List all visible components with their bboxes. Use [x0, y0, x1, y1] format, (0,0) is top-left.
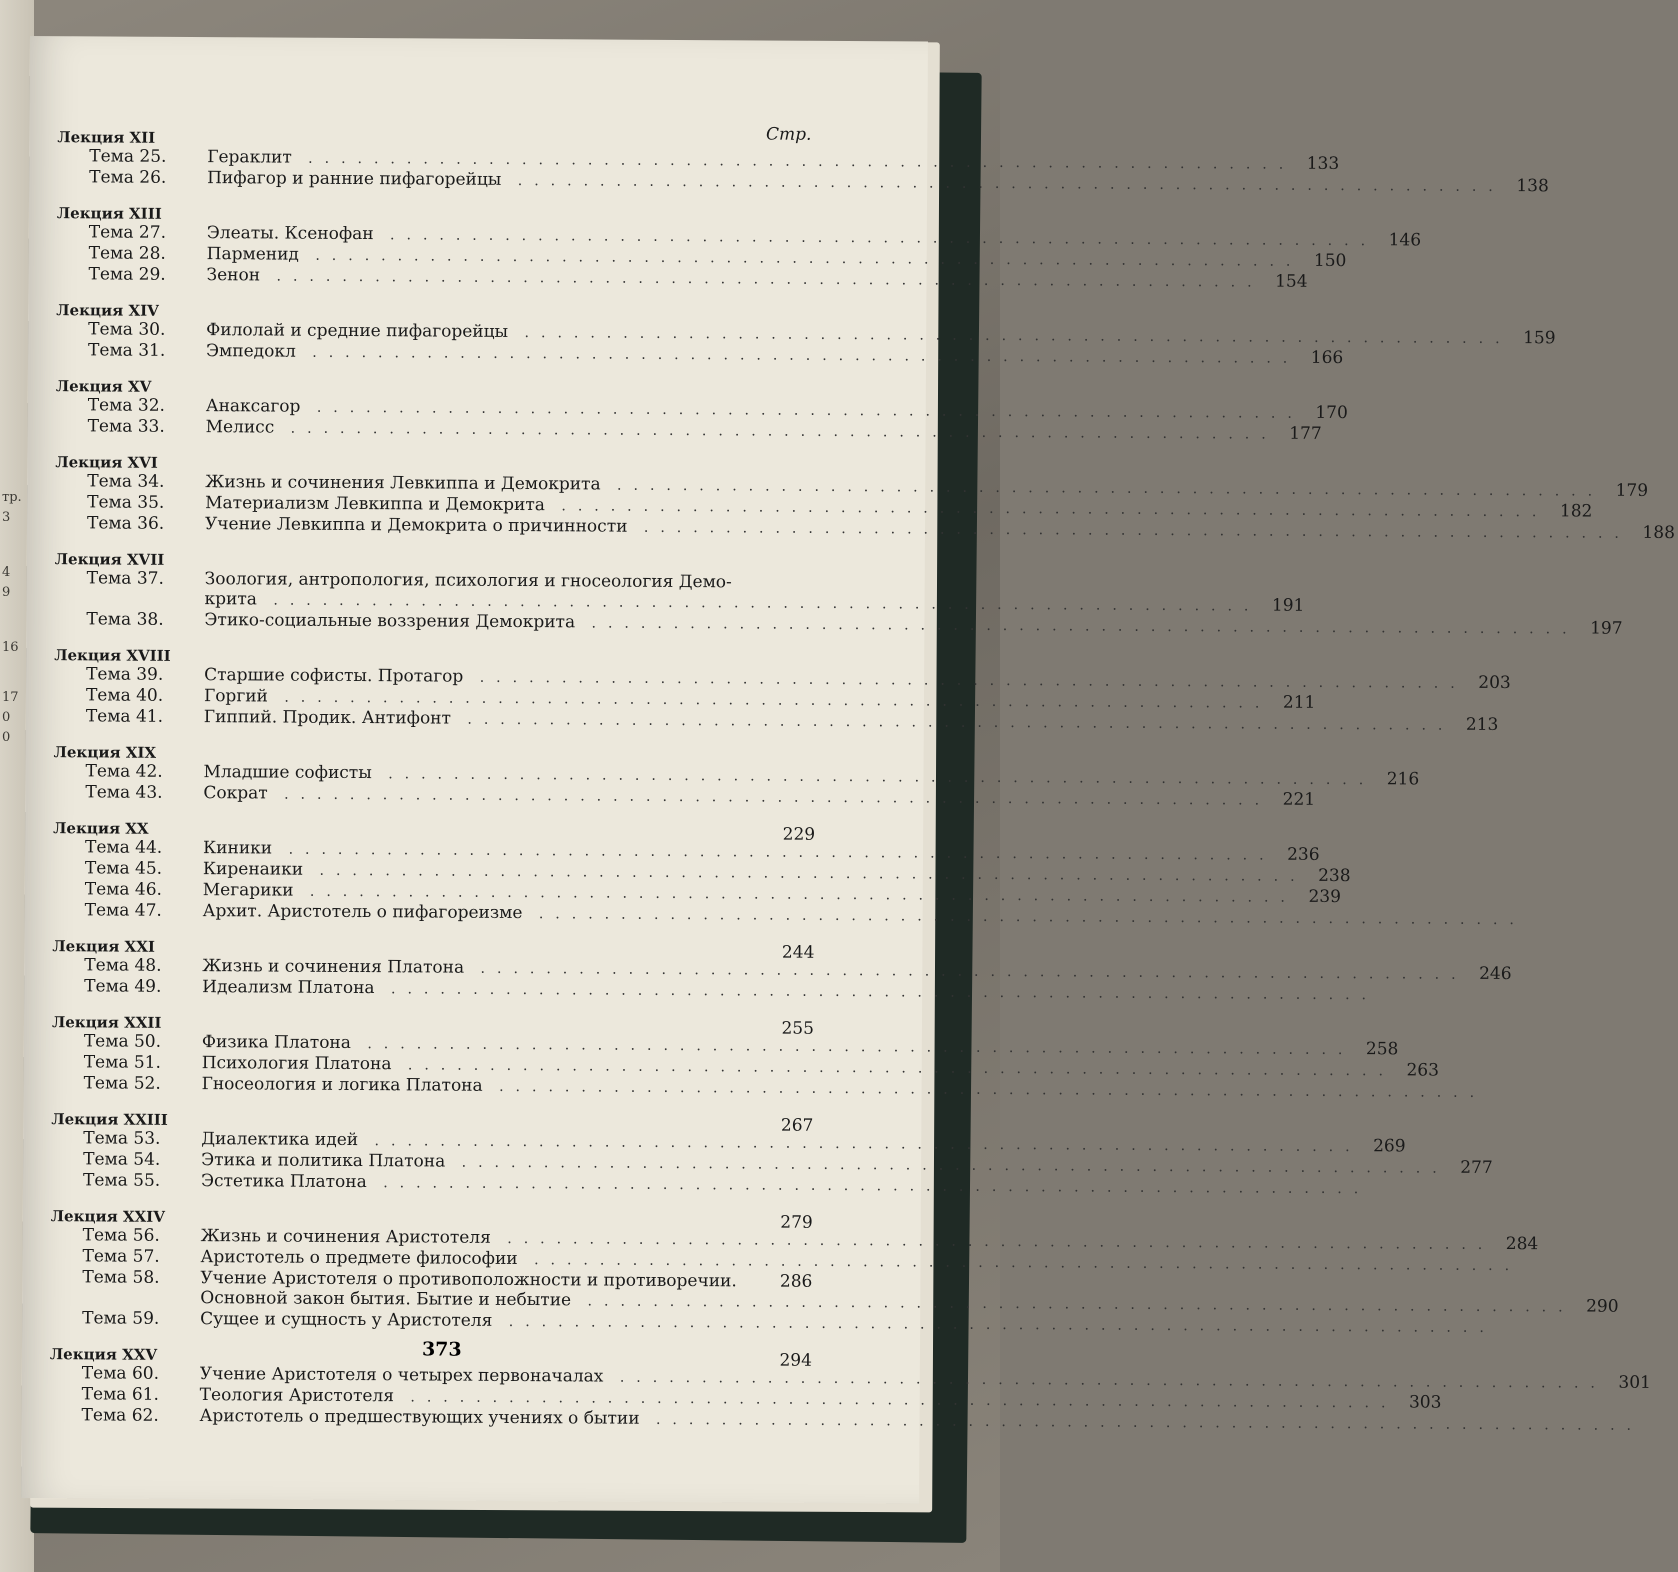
- topic-title-text: Аристотель о предшествующих учениях о бытии: [199, 1406, 640, 1429]
- leader-dots: ............................................................: [272, 841, 1276, 864]
- topic-title-text: Элеаты. Ксенофан: [206, 223, 374, 245]
- leader-dots: ............................................................: [350, 1035, 1355, 1059]
- leader-dots: ............................................................: [267, 786, 1272, 809]
- toc-entry: [54, 609, 1623, 639]
- leader-dots: ............................................................: [575, 615, 1579, 638]
- page-number: 373: [421, 1338, 462, 1361]
- topic-page-number: 263: [1406, 1060, 1440, 1081]
- toc-entry: [53, 900, 1526, 929]
- topic-number: Тема 28.: [88, 243, 166, 264]
- topic-page-number: 188: [1642, 522, 1675, 544]
- topic-number: Тема 56.: [82, 1225, 160, 1246]
- topic-title-text: Филолай и средние пифагорейцы: [206, 320, 509, 342]
- lecture-title-text: Лекция XX: [53, 819, 149, 838]
- lecture-title-text: Лекция XVIII: [54, 646, 171, 665]
- facing-page-margin-text: 17: [2, 690, 19, 705]
- topic-number: Тема 40.: [85, 685, 164, 706]
- topic-title-text: Анаксагор: [205, 396, 301, 417]
- facing-page-margin-text: 16: [2, 640, 19, 655]
- topic-title-text: Учение Левкиппа и Демокрита о причинности: [204, 514, 628, 537]
- lecture-page-number: 229: [782, 824, 816, 845]
- topic-page-number: 154: [1275, 271, 1308, 292]
- lecture-block: [54, 550, 1623, 639]
- facing-page-margin-text: 0: [2, 710, 11, 725]
- topic-title-text: Горгий: [203, 686, 268, 707]
- facing-page-margin-text: 3: [2, 510, 11, 525]
- topic-number: Тема 50.: [83, 1031, 162, 1052]
- leader-dots: ............................................................: [256, 592, 1261, 615]
- leader-dots: ............................................................: [391, 1057, 1395, 1080]
- page-column-label: Стр.: [765, 124, 812, 145]
- topic-page-number: 301: [1618, 1372, 1651, 1393]
- leader-dots: ............................................................: [374, 981, 1379, 1004]
- toc-entry: [55, 513, 1675, 544]
- lecture-block: [51, 1013, 1487, 1101]
- topic-number: Тема 38.: [86, 609, 164, 630]
- lecture-block: [57, 128, 1549, 197]
- topic-page-number: 238: [1318, 865, 1351, 887]
- topic-number: Тема 53.: [83, 1128, 161, 1149]
- facing-page-margin-text: 0: [2, 730, 11, 745]
- leader-dots: ............................................................: [603, 1369, 1607, 1392]
- topic-number: Тема 46.: [84, 879, 163, 900]
- toc-entry: [52, 1073, 1487, 1101]
- topic-number: Тема 59.: [82, 1308, 160, 1329]
- topic-page-number: 246: [1479, 963, 1512, 985]
- topic-title-text: Аристотель о предмете философии: [200, 1247, 518, 1270]
- topic-number: Тема 52.: [83, 1073, 161, 1094]
- topic-title-text: Зенон: [206, 265, 261, 286]
- toc-entry: [50, 1308, 1496, 1336]
- topic-title-text: Учение Аристотеля о противоположности и противоречии.: [200, 1268, 737, 1292]
- topic-number: Тема 49.: [84, 976, 162, 997]
- topic-number: Тема 43.: [85, 782, 163, 803]
- toc-entry: [54, 706, 1499, 735]
- topic-page-number: 216: [1386, 769, 1420, 790]
- topic-page-number: 146: [1388, 230, 1422, 251]
- topic-number: Тема 54.: [83, 1149, 161, 1170]
- leader-dots: ............................................................: [298, 247, 1303, 270]
- topic-page-number: 258: [1365, 1039, 1399, 1060]
- topic-title-text: Архит. Аристотель о пифагореизме: [202, 901, 523, 924]
- topic-title-text: Киренаики: [202, 859, 304, 880]
- topic-title-text: Младшие софисты: [203, 762, 372, 784]
- topic-page-number: 182: [1559, 501, 1593, 522]
- leader-dots: ............................................................: [490, 1230, 1495, 1253]
- lecture-title-text: Лекция XXIII: [51, 1110, 168, 1129]
- leader-dots: ............................................................: [627, 519, 1631, 542]
- leader-dots: ............................................................: [445, 1154, 1449, 1177]
- topic-number: Тема 62.: [81, 1405, 159, 1426]
- topic-number: Тема 27.: [88, 222, 167, 243]
- topic-title-text: Теология Аристотеля: [199, 1385, 395, 1407]
- toc-entry: [52, 976, 1379, 1004]
- facing-page-margin-text: 9: [2, 585, 11, 600]
- topic-page-number: 211: [1282, 692, 1316, 713]
- lecture-page-number: 244: [781, 942, 815, 963]
- topic-title-continued-text: Основной закон бытия. Бытие и небытие: [200, 1288, 572, 1311]
- leader-dots: ............................................................: [501, 172, 1505, 196]
- topic-title-text: Сократ: [203, 783, 268, 804]
- topic-title-text: Диалектика идей: [201, 1129, 359, 1151]
- table-of-contents: [49, 120, 1675, 1447]
- toc-entry: [57, 167, 1549, 197]
- topic-title-text: Жизнь и сочинения Левкиппа и Демокрита: [205, 472, 601, 495]
- lecture-block: [55, 377, 1348, 444]
- leader-dots: ............................................................: [295, 344, 1300, 367]
- topic-title-text: Киники: [202, 838, 273, 859]
- leader-dots: ............................................................: [366, 1175, 1371, 1198]
- leader-dots: ............................................................: [300, 399, 1304, 422]
- topic-title-text: Идеализм Платона: [202, 977, 375, 999]
- topic-number: Тема 33.: [87, 416, 165, 437]
- lecture-block: [54, 646, 1511, 735]
- topic-number: Тема 55.: [82, 1170, 161, 1191]
- topic-title-text: Гносеология и логика Платона: [201, 1074, 483, 1096]
- topic-title-text: Жизнь и сочинения Аристотеля: [200, 1226, 491, 1248]
- leader-dots: ............................................................: [482, 1078, 1487, 1101]
- lecture-block: [51, 1110, 1493, 1198]
- leader-dots: ............................................................: [492, 1313, 1496, 1336]
- leader-dots: ............................................................: [463, 669, 1467, 692]
- toc-entry: [53, 782, 1316, 810]
- toc-entry: [50, 1405, 1644, 1434]
- topic-number: Тема 41.: [85, 706, 164, 727]
- lecture-title-text: Лекция XXIV: [50, 1207, 165, 1226]
- lecture-title-text: Лекция XIV: [56, 301, 159, 320]
- leader-dots: ............................................................: [373, 227, 1378, 250]
- leader-dots: ............................................................: [267, 689, 1272, 712]
- topic-number: Тема 35.: [87, 492, 165, 513]
- topic-page-number: 179: [1615, 480, 1649, 501]
- topic-title-text: Мегарики: [202, 880, 294, 901]
- lecture-title-text: Лекция XIII: [56, 204, 162, 223]
- toc-entry: [56, 264, 1308, 292]
- lecture-title-text: Лекция XXV: [49, 1345, 158, 1364]
- topic-page-number: 177: [1289, 423, 1322, 444]
- lecture-block: [52, 937, 1512, 1004]
- topic-title-text: Мелисс: [205, 417, 275, 438]
- topic-number: Тема 42.: [85, 761, 163, 782]
- leader-dots: ............................................................: [291, 150, 1296, 173]
- topic-title-text: Эстетика Платона: [200, 1171, 367, 1193]
- topic-page-number: 150: [1313, 250, 1347, 272]
- lecture-title-text: Лекция XVI: [55, 453, 158, 472]
- topic-title: [205, 569, 773, 592]
- toc-entry: [56, 340, 1344, 369]
- topic-title-text: Эмпедокл: [206, 341, 296, 362]
- topic-title-text: Учение Аристотеля о четырех первоначалах: [199, 1364, 604, 1387]
- leader-dots: ............................................................: [293, 883, 1297, 906]
- topic-page-number: 221: [1282, 789, 1316, 810]
- topic-page-number: 159: [1523, 328, 1556, 349]
- topic-number: Тема 31.: [88, 340, 166, 361]
- topic-title-text: Гераклит: [207, 147, 292, 168]
- topic-number: Тема 61.: [81, 1384, 159, 1405]
- leader-dots: ............................................................: [393, 1389, 1398, 1412]
- topic-page-number: 269: [1373, 1136, 1406, 1157]
- lecture-page-number: 279: [780, 1212, 813, 1233]
- topic-page-number: 239: [1308, 886, 1341, 908]
- lecture-title-text: Лекция XXI: [52, 937, 155, 956]
- lecture-title-text: Лекция XXII: [51, 1013, 162, 1032]
- topic-number: Тема 37.: [86, 568, 164, 589]
- topic-number: Тема 48.: [84, 955, 162, 976]
- topic-title-text: Жизнь и сочинения Платона: [202, 956, 465, 978]
- lecture-block: [56, 204, 1422, 292]
- topic-page-number: 236: [1287, 844, 1320, 865]
- topic-page-number: 133: [1306, 153, 1340, 174]
- topic-number: Тема 58.: [82, 1267, 160, 1288]
- leader-dots: ............................................................: [260, 268, 1264, 291]
- topic-title-text: Пифагор и ранние пифагорейцы: [207, 168, 502, 190]
- topic-title-text: Гиппий. Продик. Антифонт: [203, 707, 452, 729]
- topic-title-continued-text: крита: [204, 589, 258, 610]
- leader-dots: ............................................................: [571, 1293, 1575, 1316]
- lecture-title-text: Лекция XVII: [54, 550, 165, 569]
- lecture-title-text: Лекция XV: [55, 377, 152, 396]
- topic-page-number: 191: [1271, 595, 1305, 616]
- facing-page-margin-text: 4: [2, 565, 11, 580]
- topic-number: Тема 25.: [89, 146, 167, 167]
- topic-title-text: Парменид: [206, 244, 299, 265]
- topic-title-text: Этика и политика Платона: [201, 1150, 446, 1172]
- leader-dots: ............................................................: [371, 766, 1376, 789]
- book-page: [21, 36, 1675, 1503]
- leader-dots: ............................................................: [358, 1133, 1362, 1156]
- lecture-block: [50, 1207, 1619, 1336]
- leader-dots: ............................................................: [600, 477, 1605, 500]
- topic-page-number: 138: [1516, 176, 1549, 197]
- topic-number: Тема 60.: [81, 1363, 160, 1384]
- topic-title: [200, 1268, 768, 1291]
- lecture-block: [55, 453, 1675, 544]
- facing-page-margin-text: тр.: [2, 490, 22, 505]
- topic-number: Тема 47.: [84, 900, 162, 921]
- topic-page-number: 197: [1590, 618, 1623, 639]
- topic-page-number: 170: [1315, 402, 1348, 424]
- leader-dots: ............................................................: [450, 711, 1455, 734]
- leader-dots: ............................................................: [544, 498, 1549, 521]
- toc-entry: [56, 416, 1322, 444]
- toc-entry: [51, 1170, 1371, 1198]
- leader-dots: ............................................................: [508, 324, 1512, 348]
- lecture-page-number: 294: [779, 1350, 812, 1371]
- lecture-block: [53, 743, 1420, 810]
- topic-number: Тема 45.: [84, 858, 163, 879]
- topic-title-text: Сущее и сущность у Аристотеля: [200, 1309, 493, 1331]
- topic-title-text: Старшие софисты. Протагор: [204, 665, 464, 687]
- topic-page-number: 203: [1478, 672, 1511, 694]
- topic-page-number: 286: [779, 1271, 813, 1292]
- topic-page-number: 166: [1310, 347, 1344, 369]
- topic-number: Тема 29.: [88, 264, 166, 285]
- topic-title-text: Этико-социальные воззрения Демокрита: [204, 610, 576, 633]
- topic-number: Тема 34.: [87, 471, 165, 492]
- topic-number: Тема 57.: [82, 1246, 160, 1267]
- lecture-title-text: Лекция XII: [57, 128, 156, 147]
- leader-dots: ............................................................: [303, 862, 1307, 885]
- topic-number: Тема 51.: [83, 1052, 161, 1073]
- topic-number: Тема 36.: [86, 513, 165, 534]
- lecture-page-number: 267: [780, 1115, 814, 1136]
- lecture-page-number: 255: [781, 1018, 815, 1039]
- leader-dots: ............................................................: [274, 420, 1278, 443]
- leader-dots: ............................................................: [517, 1252, 1522, 1275]
- topic-number: Тема 32.: [87, 395, 166, 416]
- topic-title-text: Физика Платона: [201, 1032, 351, 1053]
- topic-title-text: Зоология, антропология, психология и гносеология Демо-: [204, 569, 732, 593]
- topic-title-text: Материализм Левкиппа и Демокрита: [205, 493, 546, 516]
- lecture-block: [56, 301, 1556, 369]
- leader-dots: ............................................................: [464, 960, 1468, 983]
- topic-title: [204, 610, 1578, 639]
- topic-number: Тема 39.: [86, 664, 164, 685]
- topic-number: Тема 26.: [89, 167, 167, 188]
- topic-title-text: Психология Платона: [201, 1053, 392, 1075]
- topic-page-number: 303: [1408, 1392, 1442, 1413]
- topic-page-number: 277: [1460, 1157, 1493, 1178]
- lecture-block: [53, 819, 1526, 929]
- topic-number: Тема 44.: [84, 837, 163, 858]
- leader-dots: ............................................................: [522, 906, 1526, 929]
- lecture-title-text: Лекция XIX: [53, 743, 157, 762]
- topic-page-number: 213: [1465, 714, 1499, 735]
- topic-page-number: 290: [1586, 1296, 1619, 1317]
- topic-page-number: 284: [1505, 1234, 1539, 1255]
- topic-number: Тема 30.: [88, 319, 166, 340]
- leader-dots: ............................................................: [639, 1411, 1644, 1434]
